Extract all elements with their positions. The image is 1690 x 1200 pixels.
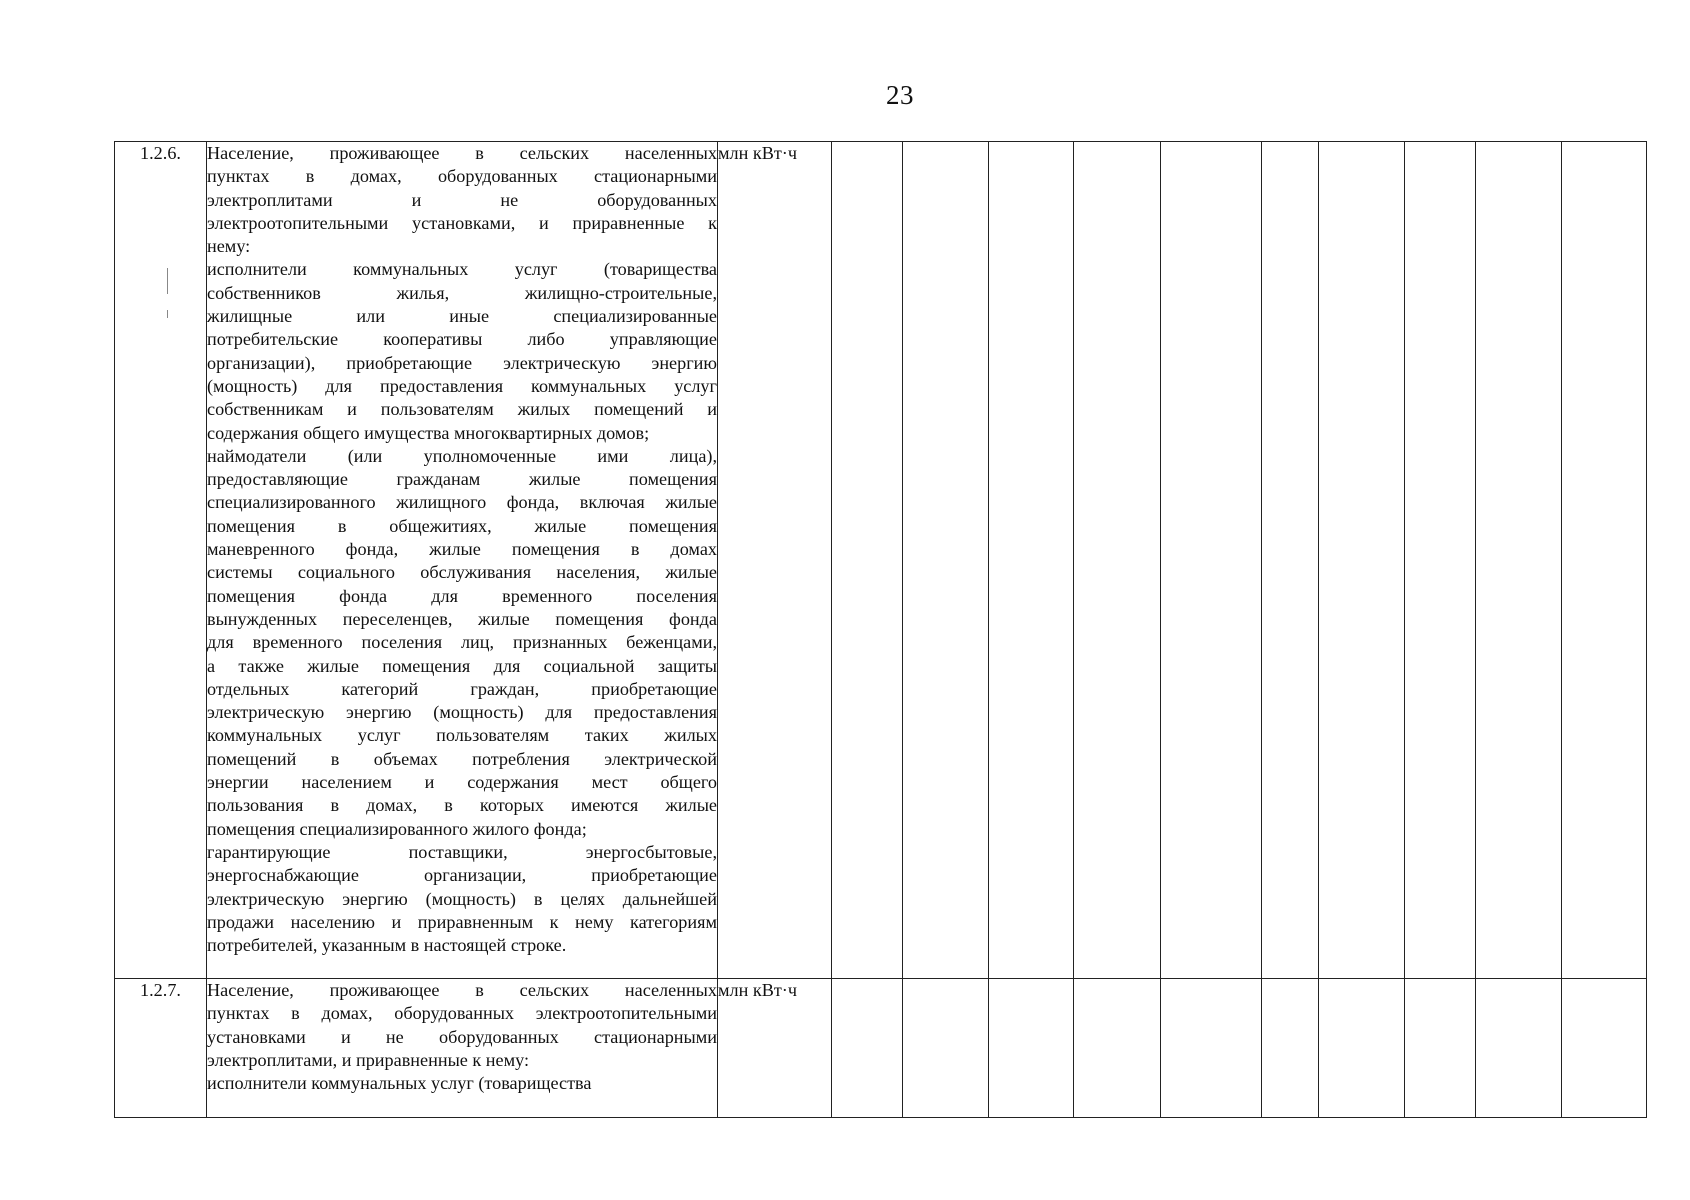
table-row bbox=[115, 979, 1647, 1118]
description-line: для временного поселения лиц, признанных беженцами, bbox=[207, 632, 717, 653]
description-line: собственников жилья, жилищно-строительные, bbox=[207, 282, 717, 303]
description-line: помещения в общежитиях, жилые помещения bbox=[207, 515, 717, 536]
empty-value-cell bbox=[989, 979, 1074, 1118]
scan-mark bbox=[167, 310, 168, 318]
empty-value-cell bbox=[1476, 142, 1562, 979]
description-line: электроотопительными установками, и приравненные к bbox=[207, 212, 717, 233]
description-line: системы социального обслуживания населения, жилые bbox=[207, 562, 717, 583]
description-line: электрическую энергию (мощность) для предоставления bbox=[207, 702, 717, 723]
row-unit: млн кВт·ч bbox=[718, 142, 832, 979]
empty-value-cell bbox=[832, 142, 903, 979]
empty-value-cell bbox=[832, 979, 903, 1118]
empty-value-cell bbox=[989, 142, 1074, 979]
empty-value-cell bbox=[1562, 979, 1647, 1118]
description-line: маневренного фонда, жилые помещения в домах bbox=[207, 539, 717, 560]
description-line: а также жилые помещения для социальной защиты bbox=[207, 655, 717, 676]
empty-value-cell bbox=[1161, 979, 1262, 1118]
empty-value-cell bbox=[1161, 142, 1262, 979]
row-unit: млн кВт·ч bbox=[718, 979, 832, 1118]
scan-mark bbox=[167, 268, 168, 294]
description-line: гарантирующие поставщики, энергосбытовые, bbox=[207, 841, 717, 862]
description-line: предоставляющие гражданам жилые помещения bbox=[207, 469, 717, 490]
description-line: исполнители коммунальных услуг (товарищества bbox=[207, 1073, 592, 1094]
description-line: Население, проживающее в сельских населенных bbox=[207, 980, 717, 1000]
description-line: помещений в объемах потребления электрической bbox=[207, 748, 717, 769]
description-line: содержания общего имущества многоквартирных домов; bbox=[207, 422, 650, 443]
empty-value-cell bbox=[1562, 142, 1647, 979]
description-line: жилищные или иные специализированные bbox=[207, 306, 717, 327]
data-table bbox=[114, 141, 1647, 1118]
description-line: пунктах в домах, оборудованных электроотопительными bbox=[207, 1003, 717, 1024]
description-line: пользования в домах, в которых имеются жилые bbox=[207, 795, 717, 816]
empty-value-cell bbox=[1476, 979, 1562, 1118]
description-line: пунктах в домах, оборудованных стационарными bbox=[207, 166, 717, 187]
description-line: установками и не оборудованных стационарными bbox=[207, 1026, 717, 1047]
empty-value-cell bbox=[1074, 142, 1161, 979]
description-line: коммунальных услуг пользователям таких жилых bbox=[207, 725, 717, 746]
table-row bbox=[115, 142, 1647, 979]
description-line: электроплитами и не оборудованных bbox=[207, 189, 717, 210]
row-number: 1.2.6. bbox=[115, 142, 207, 979]
description-line: наймодатели (или уполномоченные ими лица), bbox=[207, 445, 717, 466]
description-line: энергии населением и содержания мест общего bbox=[207, 772, 717, 793]
empty-value-cell bbox=[903, 979, 989, 1118]
description-line: продажи населению и приравненным к нему категориям bbox=[207, 911, 717, 932]
description-line: отдельных категорий граждан, приобретающие bbox=[207, 678, 717, 699]
empty-value-cell bbox=[1074, 979, 1161, 1118]
empty-value-cell bbox=[1262, 979, 1319, 1118]
table-body bbox=[115, 142, 1647, 1118]
empty-value-cell bbox=[1405, 979, 1476, 1118]
row-number: 1.2.7. bbox=[115, 979, 207, 1118]
description-line: электрическую энергию (мощность) в целях дальнейшей bbox=[207, 888, 717, 909]
description-line: потребителей, указанным в настоящей строке. bbox=[207, 935, 567, 956]
empty-value-cell bbox=[1319, 979, 1405, 1118]
description-line: вынужденных переселенцев, жилые помещения фонда bbox=[207, 608, 717, 629]
empty-value-cell bbox=[1319, 142, 1405, 979]
description-line: (мощность) для предоставления коммунальных услуг bbox=[207, 375, 717, 396]
description-line: энергоснабжающие организации, приобретающие bbox=[207, 865, 717, 886]
page-number: 23 bbox=[886, 80, 914, 110]
description-line: специализированного жилищного фонда, включая жилые bbox=[207, 492, 717, 513]
description-line: помещения специализированного жилого фонда; bbox=[207, 818, 587, 839]
description-line: потребительские кооперативы либо управляющие bbox=[207, 329, 717, 350]
description-line: Население, проживающее в сельских населенных bbox=[207, 143, 717, 163]
row-description bbox=[207, 142, 718, 979]
description-line: собственникам и пользователям жилых помещений и bbox=[207, 399, 717, 420]
empty-value-cell bbox=[1405, 142, 1476, 979]
description-line: помещения фонда для временного поселения bbox=[207, 585, 717, 606]
description-line: исполнители коммунальных услуг (товарищества bbox=[207, 259, 717, 280]
empty-value-cell bbox=[903, 142, 989, 979]
description-line: электроплитами, и приравненные к нему: bbox=[207, 1049, 530, 1070]
row-description bbox=[207, 979, 718, 1118]
description-line: организации), приобретающие электрическую энергию bbox=[207, 352, 717, 373]
empty-value-cell bbox=[1262, 142, 1319, 979]
description-line: нему: bbox=[207, 236, 251, 257]
